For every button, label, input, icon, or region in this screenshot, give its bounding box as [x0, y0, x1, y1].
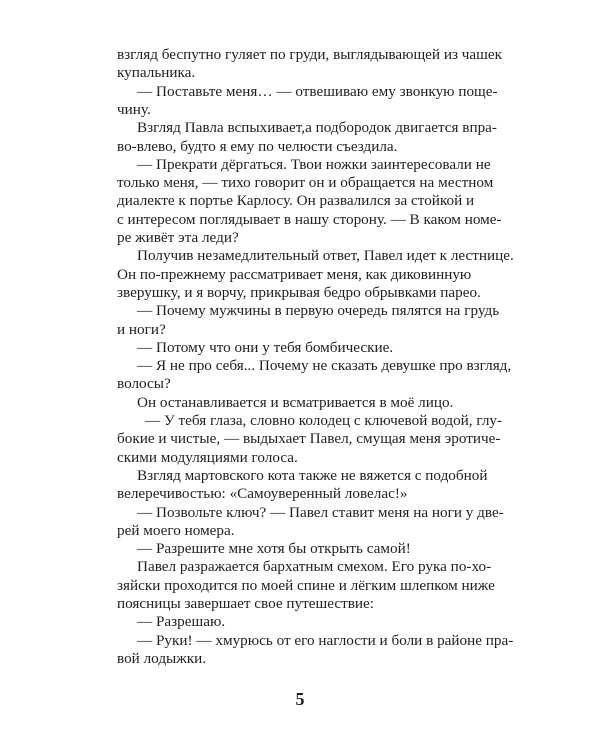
text-line: — Поставьте меня… — отвешиваю ему звонкую поще-: [137, 82, 498, 100]
text-line: поясницы завершает свое путешествие:: [117, 595, 374, 612]
text-line: — У тебя глаза, словно колодец с ключевой водой, глу-: [145, 412, 503, 429]
text-line: с интересом поглядывает в нашу сторону. — В каком номе-: [117, 210, 502, 228]
text-line: — Потому что они у тебя бомбические.: [137, 338, 394, 356]
text-line: — Прекрати дёргаться. Твои ножки заинтересовали не: [137, 155, 491, 173]
text-line: волосы?: [117, 375, 171, 393]
text-line: скими модуляциями голоса.: [117, 448, 298, 466]
text-line: бокие и чистые, — выдыхает Павел, смущая меня эротиче-: [117, 430, 501, 448]
text-line: — Я не про себя... Почему не сказать девушке про взгляд,: [137, 357, 512, 375]
text-line: Он останавливается и всматривается в моё лицо.: [137, 393, 454, 411]
text-line: только меня, — тихо говорит он и обращается на местном: [117, 174, 494, 192]
text-line: и ноги?: [117, 320, 166, 338]
page-number: 5: [295, 689, 305, 709]
text-line: — Разрешите мне хотя бы открыть самой!: [137, 540, 411, 558]
text-line: чину.: [117, 100, 151, 118]
text-line: взгляд беспутно гуляет по груди, выглядывающей из чашек: [117, 46, 502, 63]
text-line: велеречивостью: «Самоуверенный ловелас!»: [117, 485, 408, 503]
text-line: зяйски проходится по моей спине и лёгким шлепком ниже: [117, 576, 495, 594]
text-line: купальника.: [117, 64, 196, 82]
text-line: Взгляд Павла вспыхивает,а подбородок двигается впра-: [137, 119, 497, 137]
text-line: ре живёт эта леди?: [117, 229, 239, 246]
text-line: Получив незамедлительный ответ, Павел идет к лестнице.: [137, 247, 514, 265]
text-line: — Позвольте ключ? — Павел ставит меня на ноги у две-: [137, 503, 504, 521]
text-line: — Руки! — хмурюсь от его наглости и боли в районе пра-: [137, 631, 514, 649]
text-line: рей моего номера.: [117, 521, 235, 539]
text-line: — Разрешаю.: [137, 613, 226, 631]
text-line: диалекте к портье Карлосу. Он развалился за стойкой и: [117, 192, 475, 210]
text-line: во-влево, будто я ему по челюсти съездила.: [117, 137, 398, 155]
text-line: зверушку, и я ворчу, прикрывая бедро обрывками парео.: [117, 283, 481, 301]
text-line: Павел разражается бархатным смехом. Его рука по-хо-: [137, 558, 492, 576]
text-line: Взгляд мартовского кота также не вяжется с подобной: [137, 466, 488, 484]
text-line: вой лодыжки.: [117, 649, 207, 667]
text-line: Он по-прежнему рассматривает меня, как диковинную: [117, 265, 472, 283]
text-line: — Почему мужчины в первую очередь пялятся на грудь: [137, 302, 500, 320]
